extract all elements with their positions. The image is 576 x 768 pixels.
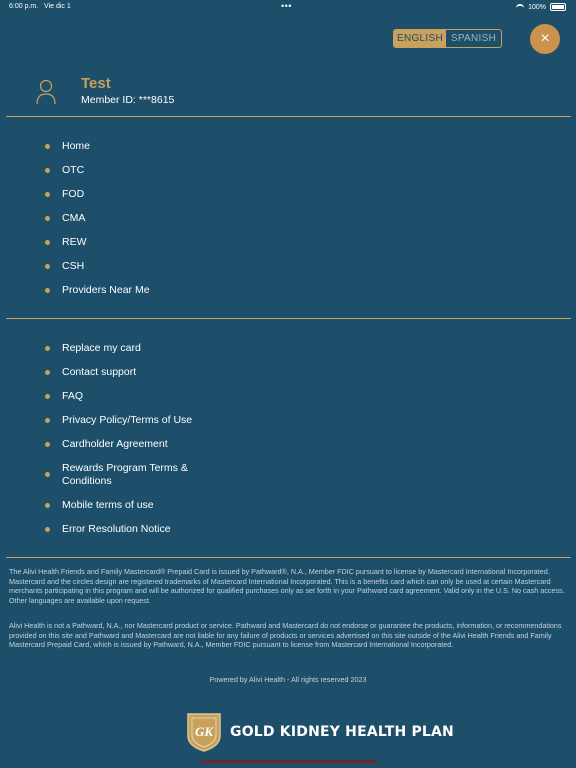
bullet-icon: [45, 503, 50, 508]
bullet-icon: [45, 527, 50, 532]
bullet-icon: [45, 370, 50, 375]
menu-item-label: CMA: [62, 212, 86, 224]
menu-item-label: FAQ: [62, 390, 84, 402]
battery-percent: 100%: [528, 3, 546, 11]
close-icon: ×: [540, 30, 550, 47]
menu-item-label: CSH: [62, 260, 85, 272]
brand-shield-icon: [186, 712, 222, 752]
bullet-icon: [45, 216, 50, 221]
bullet-icon: [45, 418, 50, 423]
menu-item-label: Home: [62, 140, 91, 152]
bullet-icon: [45, 264, 50, 269]
language-english-option[interactable]: ENGLISH: [394, 30, 446, 47]
battery-icon: [550, 3, 566, 11]
bullet-icon: [45, 168, 50, 173]
divider: [6, 318, 571, 319]
status-indicators: [516, 3, 566, 11]
powered-by: Powered by Alivi Health - All rights reserved 2023: [209, 675, 367, 684]
bullet-icon: [45, 442, 50, 447]
avatar-icon: [36, 79, 56, 105]
divider: [6, 116, 571, 117]
home-indicator: [201, 760, 377, 763]
bullet-icon: [45, 192, 50, 197]
divider: [6, 557, 571, 558]
menu-item-label: Mobile terms of use: [62, 499, 154, 511]
wifi-icon: [516, 4, 524, 10]
menu-item-label: FOD: [62, 188, 85, 200]
bullet-icon: [45, 144, 50, 149]
menu-item-label: Replace my card: [62, 342, 141, 354]
multitask-dots[interactable]: •••: [281, 1, 292, 11]
brand-monogram: GK: [194, 724, 214, 739]
status-bar: [0, 0, 576, 14]
bullet-icon: [45, 346, 50, 351]
menu-item-label: OTC: [62, 164, 85, 176]
menu-item-label: REW: [62, 236, 87, 248]
menu-item-label: Contact support: [62, 366, 137, 378]
status-time-date: [9, 3, 71, 10]
bullet-icon: [45, 240, 50, 245]
legal-disclaimer: The Alivi Health Friends and Family Mastercard® Prepaid Card is issued by Pathward®, N.A., Member FDIC pursuant to license by Mastercard International Incorporated. Mastercard and the circles design are registered trademarks of Mastercard International Incorporated. This is a benefits card which can only be used at certain Mastercard merchants participating in this program and will be authorized for qualified purchases only as set forth in your Pathward card agreement. Valid only in the U.S. No cash access. Other languages are available upon request.: [9, 567, 565, 605]
menu-item-label: Rewards Program Terms & Conditions: [62, 462, 188, 487]
legal-disclaimer: Alivi Health is not a Pathward, N.A., nor Mastercard product or service. Pathward and Mastercard do not endorse or guarantee the products, information, or recommendations provided on this site and Pathward and Mastercard are not liable for any failure of products or services advertised on this site outside of the Alivi Health Friends and Family Mastercard Prepaid Card, which is issued by Pathward, N.A., Member FDIC pursuant to license from Mastercard International Incorporated.: [9, 621, 562, 649]
status-date: Vie dic 1: [44, 3, 71, 10]
menu-item-label: Providers Near Me: [62, 284, 150, 296]
close-button[interactable]: [530, 24, 560, 54]
menu-item-label: Privacy Policy/Terms of Use: [62, 414, 193, 426]
brand-logo: [186, 712, 454, 752]
language-toggle[interactable]: [393, 29, 502, 48]
user-name: Test: [81, 75, 111, 92]
bullet-icon: [45, 472, 50, 477]
status-time: 6:00 p.m.: [9, 3, 39, 10]
menu-item-label: Error Resolution Notice: [62, 523, 171, 535]
bullet-icon: [45, 288, 50, 293]
menu-item-label: Cardholder Agreement: [62, 438, 168, 450]
member-id: Member ID: ***8615: [81, 94, 175, 106]
brand-name: GOLD KIDNEY HEALTH PLAN: [230, 724, 454, 740]
language-spanish-option[interactable]: SPANISH: [450, 33, 497, 44]
bullet-icon: [45, 394, 50, 399]
